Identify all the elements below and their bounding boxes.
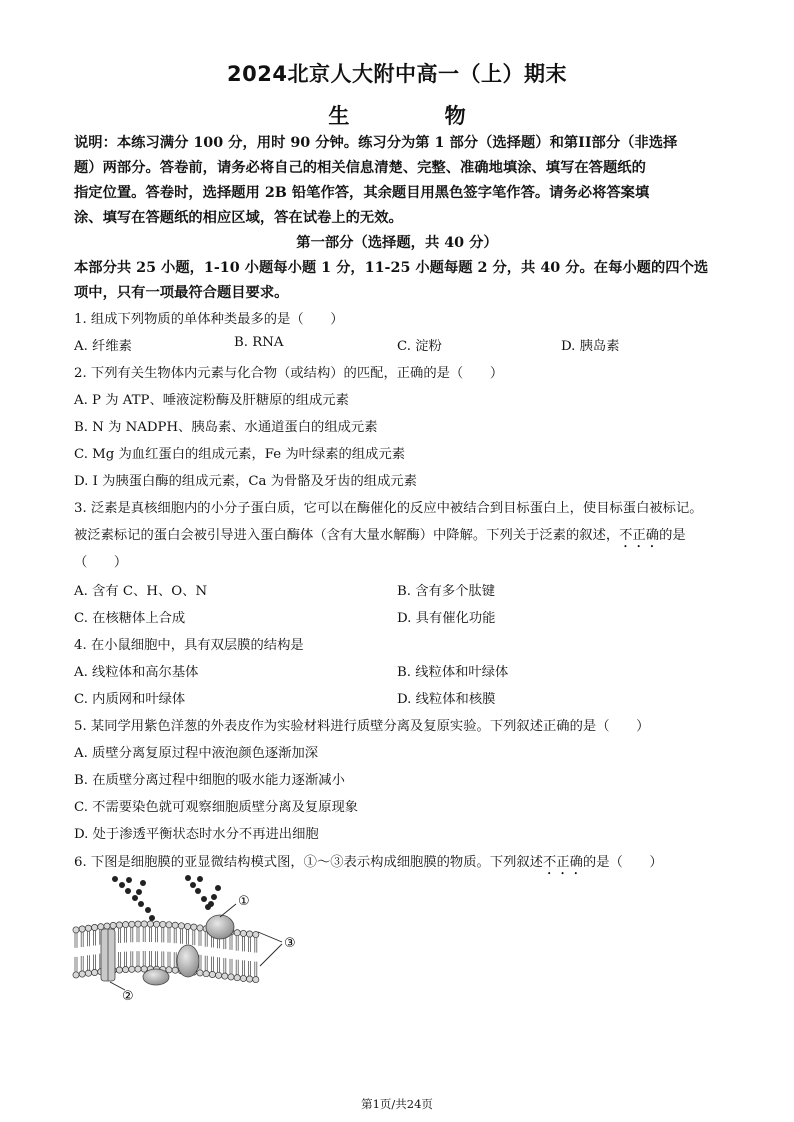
question-5-stem: 5. 某同学用紫色洋葱的外表皮作为实验材料进行质壁分离及复原实验。下列叙述正确的是（ ） bbox=[74, 719, 650, 734]
instructions-line: 题）两部分。答卷前，请务必将自己的相关信息清楚、完整、准确地填涂、填写在答题纸的 bbox=[74, 160, 646, 176]
lipid-head bbox=[154, 921, 160, 927]
lipid-head bbox=[209, 971, 215, 977]
lipid-head bbox=[110, 922, 116, 928]
lipid-head bbox=[141, 921, 147, 927]
q3-text: 被泛素标记的蛋白会被引导进入蛋白酶体（含有大量水解酶）中降解。下列关于泛素的叙述， bbox=[74, 528, 620, 543]
lipid-head bbox=[73, 972, 79, 978]
q1-option-c: C. 淀粉 bbox=[397, 339, 442, 354]
lipid-head bbox=[92, 969, 98, 975]
lipid-head bbox=[85, 925, 91, 931]
q2-option-a: A. P 为 ATP、唾液淀粉酶及肝糖原的组成元素 bbox=[74, 393, 349, 408]
lipid-head bbox=[191, 924, 197, 930]
q3-option-c: C. 在核糖体上合成 bbox=[74, 611, 186, 626]
pointer-line-1 bbox=[220, 904, 236, 917]
question-1-stem: 1. 组成下列物质的单体种类最多的是（ ） bbox=[74, 312, 344, 327]
lipid-head bbox=[129, 921, 135, 927]
emphasis-text: 不正确 bbox=[619, 528, 660, 543]
membrane-protein-2 bbox=[177, 945, 199, 977]
lipid-head bbox=[116, 967, 122, 973]
q4-option-c: C. 内质网和叶绿体 bbox=[74, 692, 186, 707]
lipid-head bbox=[135, 921, 141, 927]
lipid-head bbox=[234, 930, 240, 936]
lipid-head bbox=[147, 921, 153, 927]
lipid-head bbox=[166, 922, 172, 928]
lipid-head bbox=[234, 975, 240, 981]
membrane-protein-3 bbox=[143, 969, 169, 985]
q3-option-a: A. 含有 C、H、O、N bbox=[74, 584, 208, 599]
lipid-head bbox=[197, 970, 203, 976]
lipid-head bbox=[172, 922, 178, 928]
pointer-line-3a bbox=[258, 932, 282, 942]
q6-text: 的是（ ） bbox=[582, 855, 663, 870]
q4-option-d: D. 线粒体和核膜 bbox=[397, 692, 496, 707]
q2-option-d: D. I 为胰蛋白酶的组成元素，Ca 为骨骼及牙齿的组成元素 bbox=[74, 474, 417, 489]
q3-option-d: D. 具有催化功能 bbox=[397, 611, 496, 626]
pointer-line-3b bbox=[260, 944, 282, 966]
lipid-head bbox=[178, 923, 184, 929]
q5-option-d: D. 处于渗透平衡状态时水分不再进出细胞 bbox=[74, 827, 319, 842]
lipid-head bbox=[203, 971, 209, 977]
lipid-head bbox=[228, 974, 234, 980]
figure-label-2: ② bbox=[122, 989, 134, 1004]
lipid-head bbox=[79, 926, 85, 932]
membrane-protein-1 bbox=[206, 915, 234, 939]
cell-membrane-diagram bbox=[70, 874, 310, 1009]
lipid-head bbox=[129, 966, 135, 972]
q2-option-c: C. Mg 为血红蛋白的组成元素，Fe 为叶绿素的组成元素 bbox=[74, 447, 406, 462]
lipid-head bbox=[172, 967, 178, 973]
section-desc: 项中，只有一项最符合题目要求。 bbox=[74, 285, 289, 301]
lipid-head bbox=[185, 923, 191, 929]
lipid-head bbox=[240, 930, 246, 936]
glycan-chains bbox=[112, 875, 221, 921]
lipid-head bbox=[197, 925, 203, 931]
q6-text: 6. 下图是细胞膜的亚显微结构模式图，①～③表示构成细胞膜的物质。下列叙述 bbox=[74, 855, 544, 870]
q3-option-b: B. 含有多个肽键 bbox=[397, 584, 496, 599]
q1-option-d: D. 胰岛素 bbox=[561, 339, 620, 354]
question-3-stem-cont bbox=[74, 524, 686, 551]
lipid-head bbox=[222, 973, 228, 979]
q2-option-b: B. N 为 NADPH、胰岛素、水通道蛋白的组成元素 bbox=[74, 420, 378, 435]
question-3-stem: 3. 泛素是真核细胞内的小分子蛋白质，它可以在酶催化的反应中被结合到目标蛋白上，使目标蛋白被标记。 bbox=[74, 501, 703, 516]
lipid-head bbox=[123, 922, 129, 928]
instructions-line: 涂、填写在答题纸的相应区域，答在试卷上的无效。 bbox=[74, 210, 403, 226]
q5-option-c: C. 不需要染色就可观察细胞质壁分离及复原现象 bbox=[74, 800, 359, 815]
exam-title: 2024北京人大附中高一（上）期末 bbox=[227, 62, 567, 86]
lipid-head bbox=[79, 971, 85, 977]
lipid-head bbox=[104, 923, 110, 929]
lipid-head bbox=[135, 966, 141, 972]
lipid-head bbox=[85, 970, 91, 976]
q3-text: 的是 bbox=[659, 528, 686, 543]
figure-label-3: ③ bbox=[284, 936, 296, 951]
figure-label-1: ① bbox=[238, 894, 250, 909]
lipid-head bbox=[216, 972, 222, 978]
lipid-head bbox=[253, 977, 259, 983]
page-footer: 第1页/共24页 bbox=[361, 1097, 433, 1111]
q5-option-b: B. 在质壁分离过程中细胞的吸水能力逐渐减小 bbox=[74, 773, 345, 788]
lipid-head bbox=[92, 924, 98, 930]
section-title: 第一部分（选择题，共 40 分） bbox=[296, 235, 498, 251]
lipid-head bbox=[123, 967, 129, 973]
q1-option-a: A. 纤维素 bbox=[74, 339, 132, 354]
lipid-head bbox=[73, 927, 79, 933]
question-4-stem: 4. 在小鼠细胞中，具有双层膜的结构是 bbox=[74, 638, 304, 653]
question-3-paren: （ ） bbox=[74, 555, 128, 570]
instructions-line: 指定位置。答卷时，选择题用 2B 铅笔作答，其余题目用黑色签字笔作答。请务必将答案填 bbox=[74, 185, 650, 201]
lipid-head bbox=[247, 976, 253, 982]
lipid-head bbox=[166, 967, 172, 973]
q1-option-b: B. RNA bbox=[234, 335, 284, 350]
lipid-head bbox=[160, 921, 166, 927]
lipid-head bbox=[116, 922, 122, 928]
subject-title: 生 物 bbox=[328, 104, 510, 128]
lipid-head bbox=[240, 975, 246, 981]
lipid-head bbox=[247, 931, 253, 937]
q5-option-a: A. 质壁分离复原过程中液泡颜色逐渐加深 bbox=[74, 746, 319, 761]
emphasis-text: 不正确 bbox=[543, 855, 583, 870]
question-2-stem: 2. 下列有关生物体内元素与化合物（或结构）的匹配，正确的是（ ） bbox=[74, 366, 504, 381]
instructions-line: 说明：本练习满分 100 分，用时 90 分钟。练习分为第 1 部分（选择题）和第II部分（非选择 bbox=[74, 135, 678, 151]
q4-option-b: B. 线粒体和叶绿体 bbox=[397, 665, 509, 680]
section-desc: 本部分共 25 小题，1-10 小题每小题 1 分，11-25 小题每题 2 分，共 40 分。在每小题的四个选 bbox=[74, 260, 709, 276]
q4-option-a: A. 线粒体和高尔基体 bbox=[74, 665, 199, 680]
